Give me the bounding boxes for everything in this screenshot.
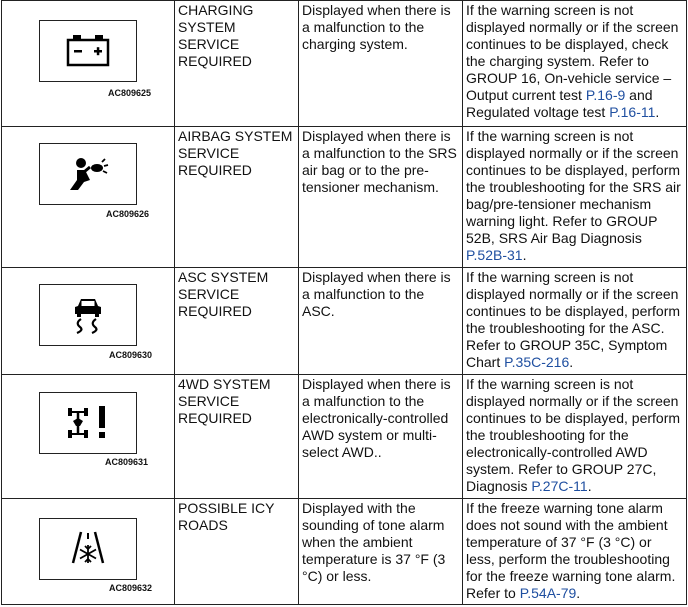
remedy-cell: If the warning screen is not displayed normally or if the screen continues to be displayed, perform the troubleshooting for the SRS air bag/pre-tensioner mechanism warning light. Refer to GROUP 52B, SRS Air Bag Diagnosis P.52B-31. [463, 127, 687, 268]
table-row [2, 127, 687, 268]
remedy-cell: If the warning screen is not displayed normally or if the screen continues to be displayed, perform the troubleshooting for the electronically-controlled AWD system. Refer to GROUP 27C, Diagnosis P.27C-11. [463, 375, 687, 499]
condition-cell: Displayed when there is a malfunction to the SRS air bag or to the pre-tensioner mechanism. [299, 127, 463, 268]
warning-screen-table [1, 0, 687, 605]
icon-cell [2, 268, 175, 375]
condition-cell: Displayed when there is a malfunction to the ASC. [299, 268, 463, 375]
message-cell: CHARGING SYSTEM SERVICE REQUIRED [175, 1, 299, 127]
remedy-cell: If the warning screen is not displayed normally or if the screen continues to be displayed, perform the troubleshooting for the ASC. Refer to GROUP 35C, Symptom Chart P.35C-216. [463, 268, 687, 375]
figure-code: AC809632 [109, 583, 153, 593]
page-ref-link[interactable]: P.16-11 [609, 104, 656, 120]
message-cell: AIRBAG SYSTEM SERVICE REQUIRED [175, 127, 299, 268]
icon-cell [2, 375, 175, 499]
icon-cell [2, 127, 175, 268]
condition-cell: Displayed with the sounding of tone alarm when the ambient temperature is 37 °F (3 °C) or less. [299, 499, 463, 605]
remedy-cell: If the freeze warning tone alarm does not sound with the ambient temperature of 37 °F (3 °C) or less, perform the troubleshooting for the freeze warning tone alarm. Refer to P.54A-79. [463, 499, 687, 605]
page-ref-link[interactable]: P.52B-31 [466, 247, 523, 263]
figure-code: AC809631 [105, 457, 149, 467]
page-ref-link[interactable]: P.35C-216 [504, 354, 570, 370]
table-row [2, 375, 687, 499]
condition-cell: Displayed when there is a malfunction to the electronically-controlled AWD system or multi-select AWD.. [299, 375, 463, 499]
skid-car-icon [39, 284, 137, 346]
figure-code: AC809625 [108, 88, 152, 98]
table-row [2, 1, 687, 127]
remedy-cell: If the warning screen is not displayed normally or if the screen continues to be displayed, check the charging system. Refer to GROUP 16, On-vehicle service – Output current test P.16-9 and Regulated voltage test P.16-11. [463, 1, 687, 127]
table-row [2, 268, 687, 375]
4wd-warning-icon [39, 392, 137, 454]
icon-cell [2, 499, 175, 605]
airbag-icon [39, 143, 137, 205]
message-cell: ASC SYSTEM SERVICE REQUIRED [175, 268, 299, 375]
figure-code: AC809626 [106, 209, 150, 219]
condition-cell: Displayed when there is a malfunction to the charging system. [299, 1, 463, 127]
battery-icon [39, 20, 137, 82]
table-row [2, 499, 687, 605]
message-cell: POSSIBLE ICY ROADS [175, 499, 299, 605]
figure-code: AC809630 [109, 350, 153, 360]
page-ref-link[interactable]: P.27C-11 [531, 478, 588, 494]
page-ref-link[interactable]: P.16-9 [585, 87, 626, 103]
page-ref-link[interactable]: P.54A-79 [519, 585, 577, 601]
icy-road-icon [39, 518, 137, 580]
message-cell: 4WD SYSTEM SERVICE REQUIRED [175, 375, 299, 499]
icon-cell [2, 1, 175, 127]
